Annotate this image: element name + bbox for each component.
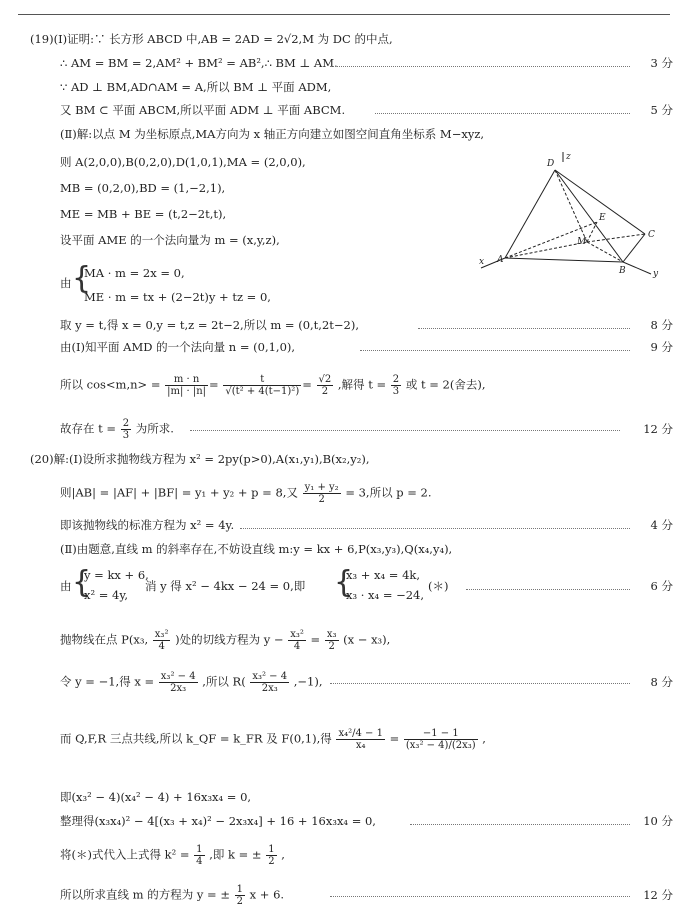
p20-line-8 bbox=[0, 706, 695, 766]
p20-line-7 bbox=[0, 664, 695, 694]
p20-text: = 3,所以 p = 2. bbox=[345, 485, 432, 500]
p20-line-2 bbox=[0, 476, 695, 504]
edge-MC bbox=[587, 234, 645, 242]
p20-line-11 bbox=[0, 838, 695, 866]
p20-formula bbox=[60, 728, 486, 751]
p20-text: x₃ · x₄ = −24, bbox=[346, 588, 425, 602]
fraction: $\frac{√2}{2}$ bbox=[318, 374, 332, 397]
label-z: z bbox=[566, 152, 571, 162]
p20-text: x² = 4y, bbox=[84, 588, 128, 602]
p20-line-12 bbox=[0, 878, 695, 906]
fraction: $\frac{\text{x₄²/4 − 1}}{\text{x₄}}$ bbox=[338, 728, 383, 751]
fraction: $\frac{1}{2}$ bbox=[236, 884, 243, 907]
p19-formula: 所以 cos<m,n> = $\frac{m \cdot n}{|m| \cdot |n|}$ = $\frac{t}{\text{√(t² + 4(t−1)²)}}$ = $\frac{√2}{2}$ ,解得 t = $\frac{2}{3}$ 或 t = 2(舍去), bbox=[60, 374, 486, 397]
p20-text: x₃ + x₄ = 4k, bbox=[346, 568, 421, 582]
dotted-leader bbox=[418, 327, 630, 329]
label-C: C bbox=[648, 230, 655, 240]
p19-text: 取 y = t,得 x = 0,y = t,z = 2t−2,所以 m = (0,t,2t−2), bbox=[60, 318, 359, 332]
fraction: $\frac{2}{3}$ bbox=[392, 374, 400, 397]
left-brace: { bbox=[334, 565, 354, 600]
left-brace: { bbox=[72, 261, 92, 296]
p20-text: = bbox=[389, 731, 400, 746]
dotted-leader bbox=[330, 682, 630, 684]
score-label: 6 分 bbox=[650, 579, 673, 593]
p19-text: ,解得 t = bbox=[337, 377, 387, 392]
p20-text: )处的切线方程为 y − bbox=[175, 632, 284, 647]
p20-text: x + 6. bbox=[249, 887, 285, 902]
p20-text: 而 Q,F,R 三点共线,所以 k_QF = k_FR 及 F(0,1),得 bbox=[60, 731, 332, 746]
p19-text: ME = MB + BE = (t,2−2t,t), bbox=[60, 207, 227, 221]
p20-text: 则|AB| = |AF| + |BF| = y₁ + y₂ + p = 8,又 bbox=[60, 485, 298, 500]
label-D: D bbox=[547, 159, 555, 169]
p20-text: , bbox=[482, 731, 486, 746]
p19-text: 故存在 t = bbox=[60, 421, 117, 436]
fraction: $\frac{t}{\text{√(t² + 4(t−1)²)}}$ bbox=[225, 374, 300, 397]
top-rule bbox=[18, 14, 670, 15]
p19-text: 设平面 AME 的一个法向量为 m = (x,y,z), bbox=[60, 233, 280, 247]
p20-text: 消 y 得 x² − 4kx − 24 = 0,即 bbox=[145, 579, 306, 593]
p20-text: 即该抛物线的标准方程为 x² = 4y. bbox=[60, 518, 235, 532]
p20-line-6 bbox=[0, 622, 695, 652]
p20-text: (＊) bbox=[428, 579, 449, 593]
edge-DB bbox=[555, 170, 623, 262]
left-brace: { bbox=[72, 565, 92, 600]
dotted-leader bbox=[410, 823, 630, 825]
p20-text: ,即 k = ± bbox=[209, 847, 262, 862]
dotted-leader bbox=[190, 429, 620, 431]
p19-text: ∴ AM = BM = 2,AM² + BM² = AB²,∴ BM ⊥ AM. bbox=[60, 56, 338, 70]
score-label: 10 分 bbox=[643, 814, 673, 828]
p20-system bbox=[0, 564, 695, 608]
p19-text: 又 BM ⊂ 平面 ABCM,所以平面 ADM ⊥ 平面 ABCM. bbox=[60, 103, 346, 117]
p19-line-14 bbox=[0, 412, 695, 440]
p19-text: ∵ AD ⊥ BM,AD∩AM = A,所以 BM ⊥ 平面 ADM, bbox=[60, 80, 332, 94]
p19-text: (Ⅱ)解:以点 M 为坐标原点,MA方向为 x 轴正方向建立如图空间直角坐标系 M−xyz, bbox=[60, 127, 485, 141]
dotted-leader bbox=[375, 112, 630, 114]
p19-text: 由(Ⅰ)知平面 AMD 的一个法向量 n = (0,1,0), bbox=[60, 340, 296, 354]
score-label: 12 分 bbox=[643, 888, 673, 902]
y-axis bbox=[623, 262, 651, 274]
edge-AM bbox=[505, 242, 587, 258]
fraction: $\frac{1}{4}$ bbox=[196, 844, 203, 867]
p20-text: y = kx + 6, bbox=[84, 568, 149, 582]
score-label: 9 分 bbox=[650, 340, 673, 354]
dotted-leader bbox=[330, 65, 630, 67]
p20-text: , bbox=[281, 847, 285, 862]
p19-text: 或 t = 2(舍去), bbox=[405, 377, 486, 392]
p20-text: 抛物线在点 P(x₃, bbox=[60, 632, 149, 647]
label-A: A bbox=[497, 255, 504, 265]
label-B: B bbox=[619, 266, 626, 276]
p20-text: 令 y = −1,得 x = bbox=[60, 674, 155, 689]
p20-text: (20)解:(Ⅰ)设所求抛物线方程为 x² = 2py(p>0),A(x₁,y₁),B(x₂,y₂), bbox=[30, 452, 370, 466]
p20-formula bbox=[60, 629, 390, 652]
p20-text: (x − x₃), bbox=[343, 632, 391, 647]
label-x: x bbox=[479, 257, 485, 267]
score-label: 4 分 bbox=[650, 518, 673, 532]
p20-formula bbox=[60, 844, 285, 867]
fraction: $\frac{\text{y₁ + y₂}}{2}$ bbox=[304, 482, 339, 505]
p19-text: ME · m = tx + (2−2t)y + tz = 0, bbox=[84, 290, 271, 304]
dotted-leader bbox=[466, 588, 630, 590]
edge-DC bbox=[555, 170, 645, 234]
p19-text: 则 A(2,0,0),B(0,2,0),D(1,0,1),MA = (2,0,0), bbox=[60, 155, 306, 169]
edge-BC bbox=[623, 234, 645, 262]
score-label: 8 分 bbox=[650, 675, 673, 689]
fraction: $\frac{\text{x₃² − 4}}{\text{2x₃}}$ bbox=[160, 671, 196, 694]
fraction: $\frac{\text{x₃²}}{4}$ bbox=[154, 629, 169, 652]
p20-text: (Ⅱ)由题意,直线 m 的斜率存在,不妨设直线 m:y = kx + 6,P(x₃,y₃),Q(x₄,y₄), bbox=[60, 542, 453, 556]
fraction: $\frac{m \cdot n}{|m| \cdot |n|}$ bbox=[167, 374, 207, 397]
p19-text: 由 bbox=[60, 276, 72, 290]
p20-text: 即(x₃² − 4)(x₄² − 4) + 16x₃x₄ = 0, bbox=[60, 790, 252, 804]
score-label: 3 分 bbox=[650, 56, 673, 70]
score-label: 8 分 bbox=[650, 318, 673, 332]
p19-text: MB = (0,2,0),BD = (1,−2,1), bbox=[60, 181, 226, 195]
p19-text: (19)(Ⅰ)证明:∵ 长方形 ABCD 中,AB = 2AD = 2√2,M 为 DC 的中点, bbox=[30, 32, 393, 46]
fraction: $\frac{2}{3}$ bbox=[122, 418, 130, 441]
p20-text: = bbox=[310, 632, 321, 647]
fraction: $\frac{\text{x₃² − 4}}{\text{2x₃}}$ bbox=[252, 671, 288, 694]
p19-line-13 bbox=[0, 366, 695, 396]
fraction: $\frac{\text{x₃²}}{4}$ bbox=[290, 629, 304, 652]
fraction: $\frac{1}{2}$ bbox=[268, 844, 275, 867]
edge-DA bbox=[505, 170, 555, 258]
fraction: $\frac{-1 - 1}{\text{(x₃² − 4)/(2x₃)}}$ bbox=[405, 728, 476, 751]
p20-formula bbox=[60, 482, 432, 505]
p19-text: MA · m = 2x = 0, bbox=[84, 266, 185, 280]
p20-text: ,−1), bbox=[293, 674, 323, 689]
dotted-leader bbox=[330, 895, 630, 897]
dotted-leader bbox=[240, 527, 630, 529]
label-E: E bbox=[599, 213, 606, 223]
dotted-leader bbox=[360, 349, 630, 351]
p20-text: 将(＊)式代入上式得 k² = bbox=[60, 847, 190, 862]
p20-text: 所以所求直线 m 的方程为 y = ± bbox=[60, 887, 230, 902]
label-M: M bbox=[577, 237, 587, 247]
pyramid-figure bbox=[475, 150, 675, 280]
score-label: 5 分 bbox=[650, 103, 673, 117]
fraction: $\frac{\text{x₃}}{2}$ bbox=[326, 629, 337, 652]
p20-text: 整理得(x₃x₄)² − 4[(x₃ + x₄)² − 2x₃x₄] + 16 + 16x₃x₄ = 0, bbox=[60, 814, 376, 828]
p20-text: ,所以 R( bbox=[202, 674, 246, 689]
p19-text: 为所求. bbox=[135, 421, 174, 436]
score-label: 12 分 bbox=[643, 422, 673, 436]
edge-AB bbox=[505, 258, 623, 262]
p19-formula bbox=[60, 418, 174, 441]
label-y: y bbox=[653, 269, 659, 279]
edge-MB bbox=[587, 242, 623, 262]
p20-formula bbox=[60, 671, 323, 694]
p20-text: 由 bbox=[60, 579, 72, 593]
p19-text: 所以 cos<m,n> = bbox=[60, 377, 161, 392]
p20-formula bbox=[60, 884, 284, 907]
